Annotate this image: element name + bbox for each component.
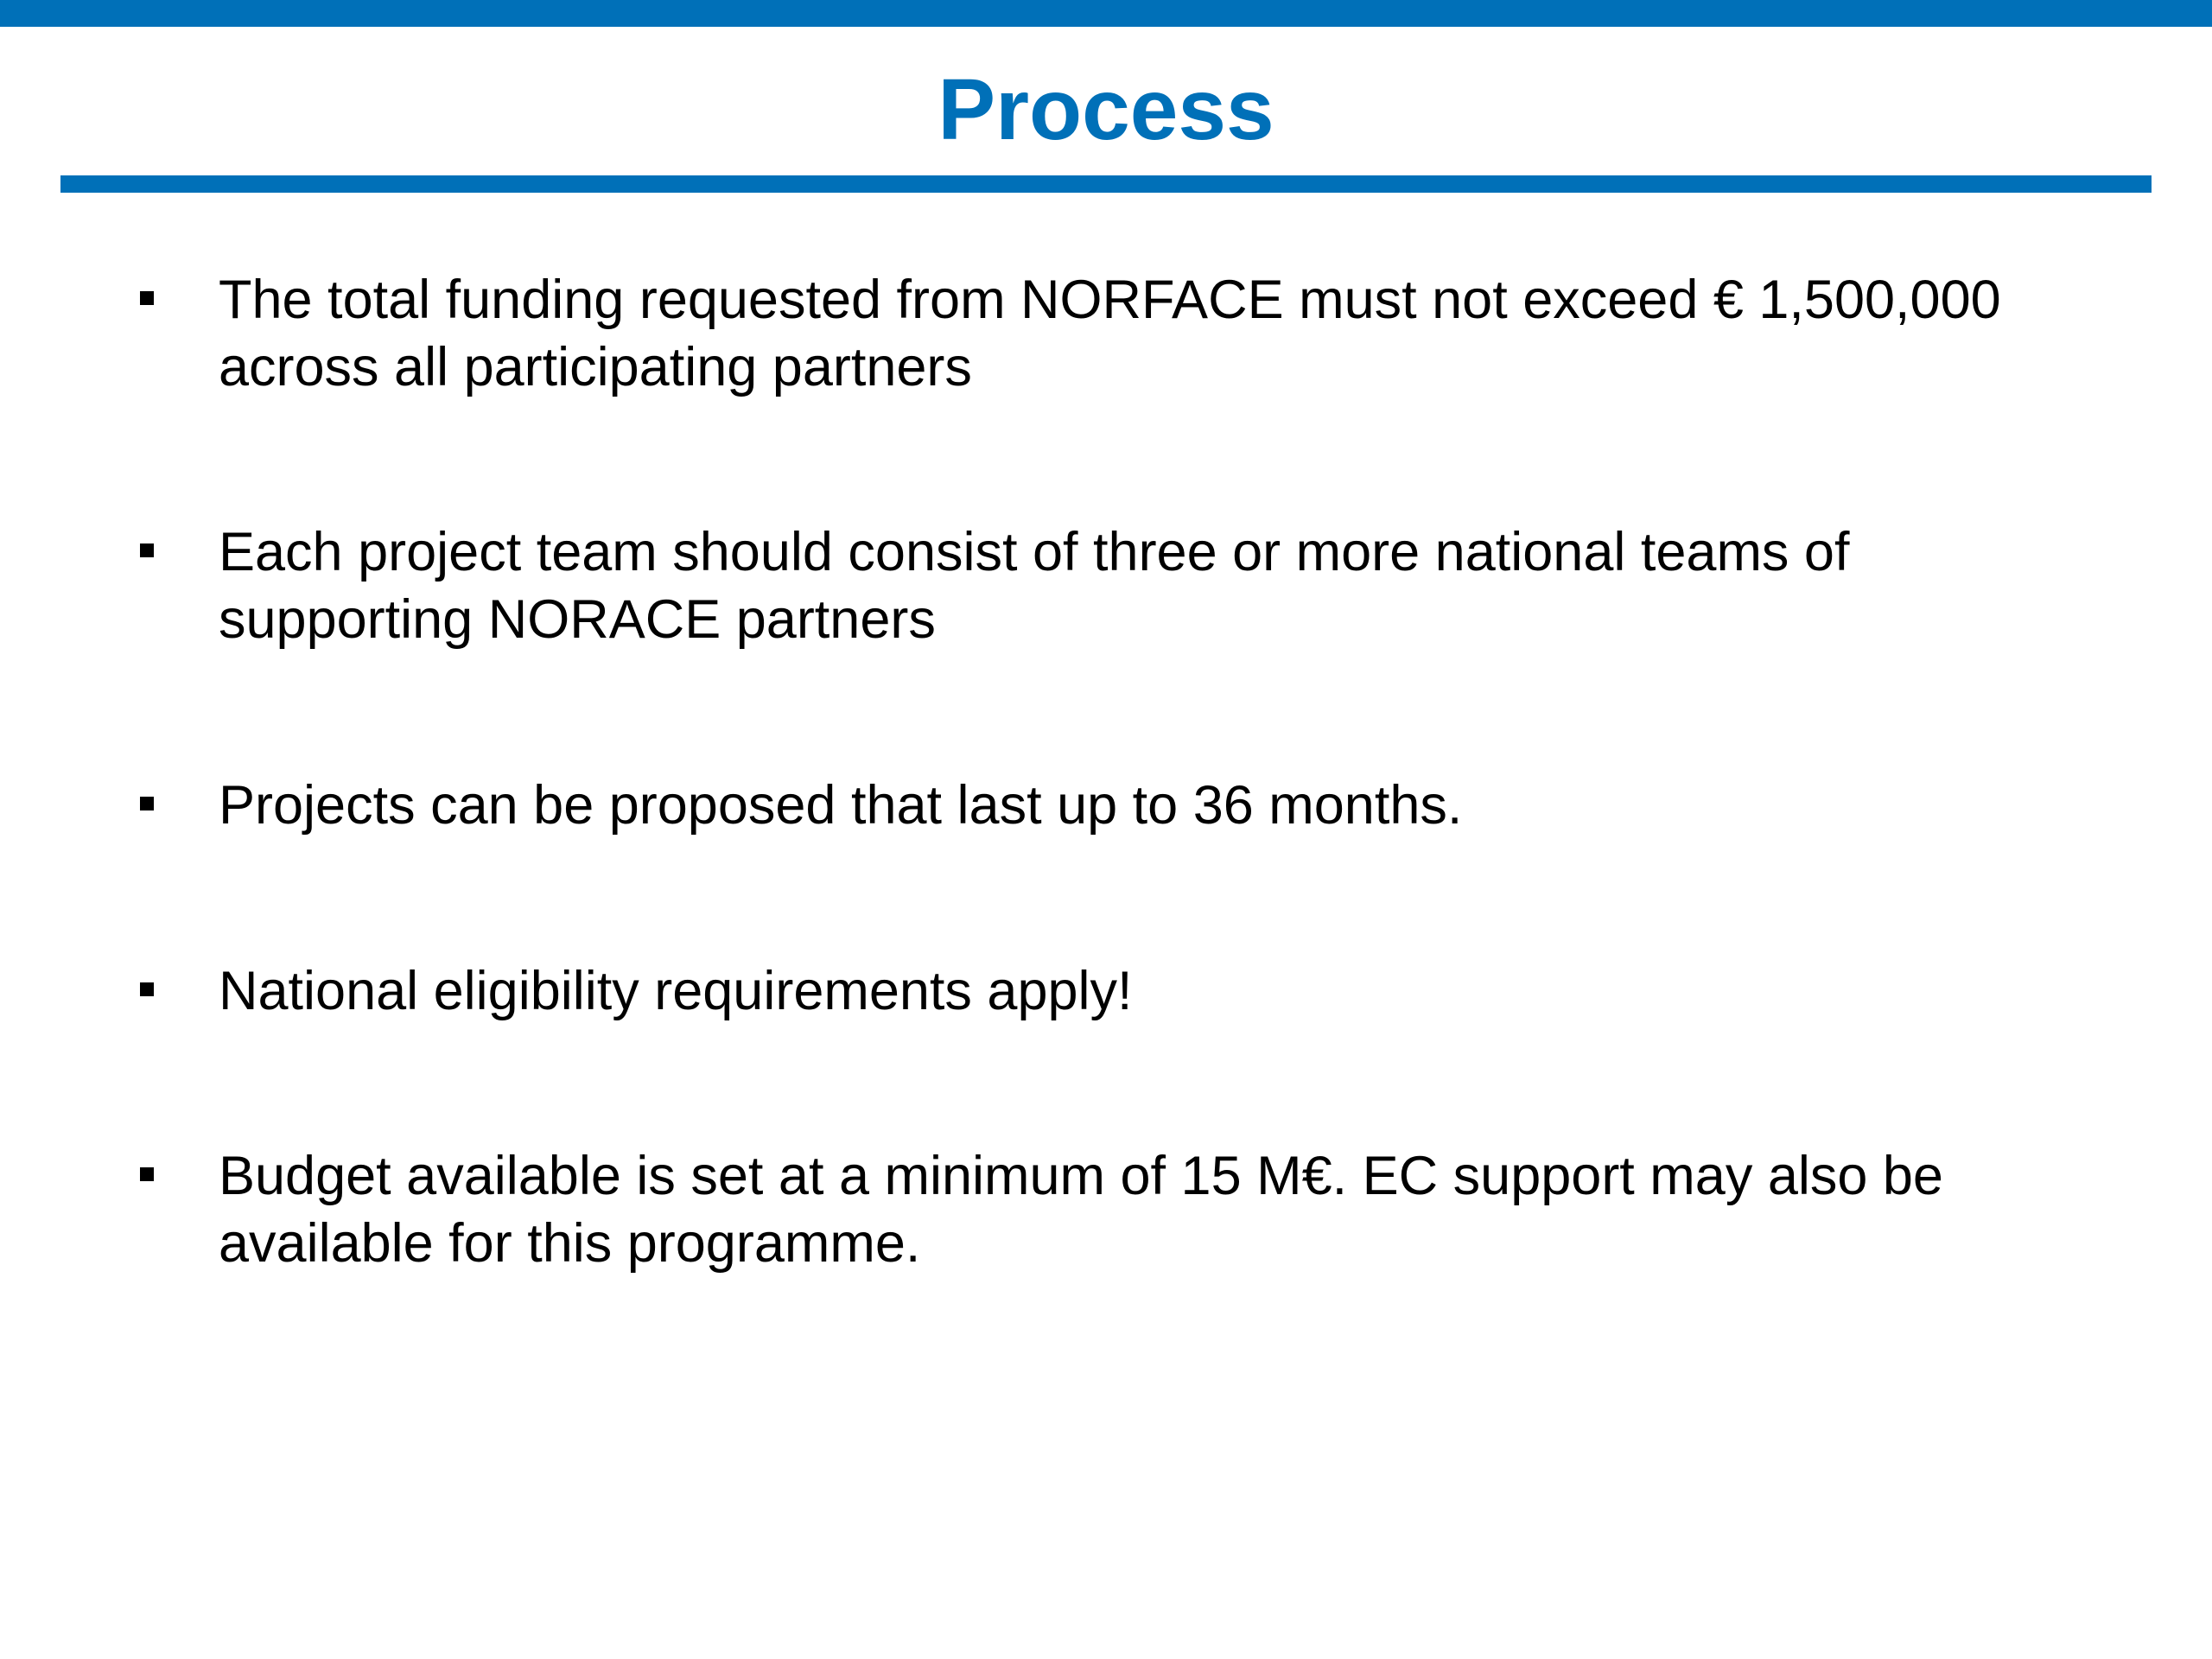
- square-bullet-icon: [140, 1167, 154, 1181]
- bullet-text: [219, 772, 2120, 839]
- bullet-text-line: Budget available is set at a minimum of 15 M€. EC support may also be: [219, 1146, 1943, 1206]
- square-bullet-icon: [140, 543, 154, 557]
- slide-title: Process: [938, 61, 1274, 158]
- bullet-text: [219, 1142, 2120, 1277]
- square-bullet-icon: [140, 797, 154, 810]
- square-bullet-icon: [140, 291, 154, 305]
- bullet-text-line: The total funding requested from NORFACE must not exceed € 1,500,000: [219, 270, 2001, 330]
- bullet-text-line: supporting NORACE partners: [219, 589, 936, 650]
- bullet-text-line: available for this programme.: [219, 1213, 921, 1274]
- bullet-text-line: across all participating partners: [219, 337, 972, 397]
- bullet-text: [219, 518, 2120, 653]
- square-bullet-icon: [140, 982, 154, 996]
- bullet-text: [219, 957, 2120, 1025]
- bullet-text-line: Each project team should consist of three or more national teams of: [219, 522, 1850, 582]
- bullet-text-line: Projects can be proposed that last up to 36 months.: [219, 775, 1463, 836]
- bullet-text: [219, 266, 2120, 401]
- bullet-text-line: National eligibility requirements apply!: [219, 961, 1133, 1021]
